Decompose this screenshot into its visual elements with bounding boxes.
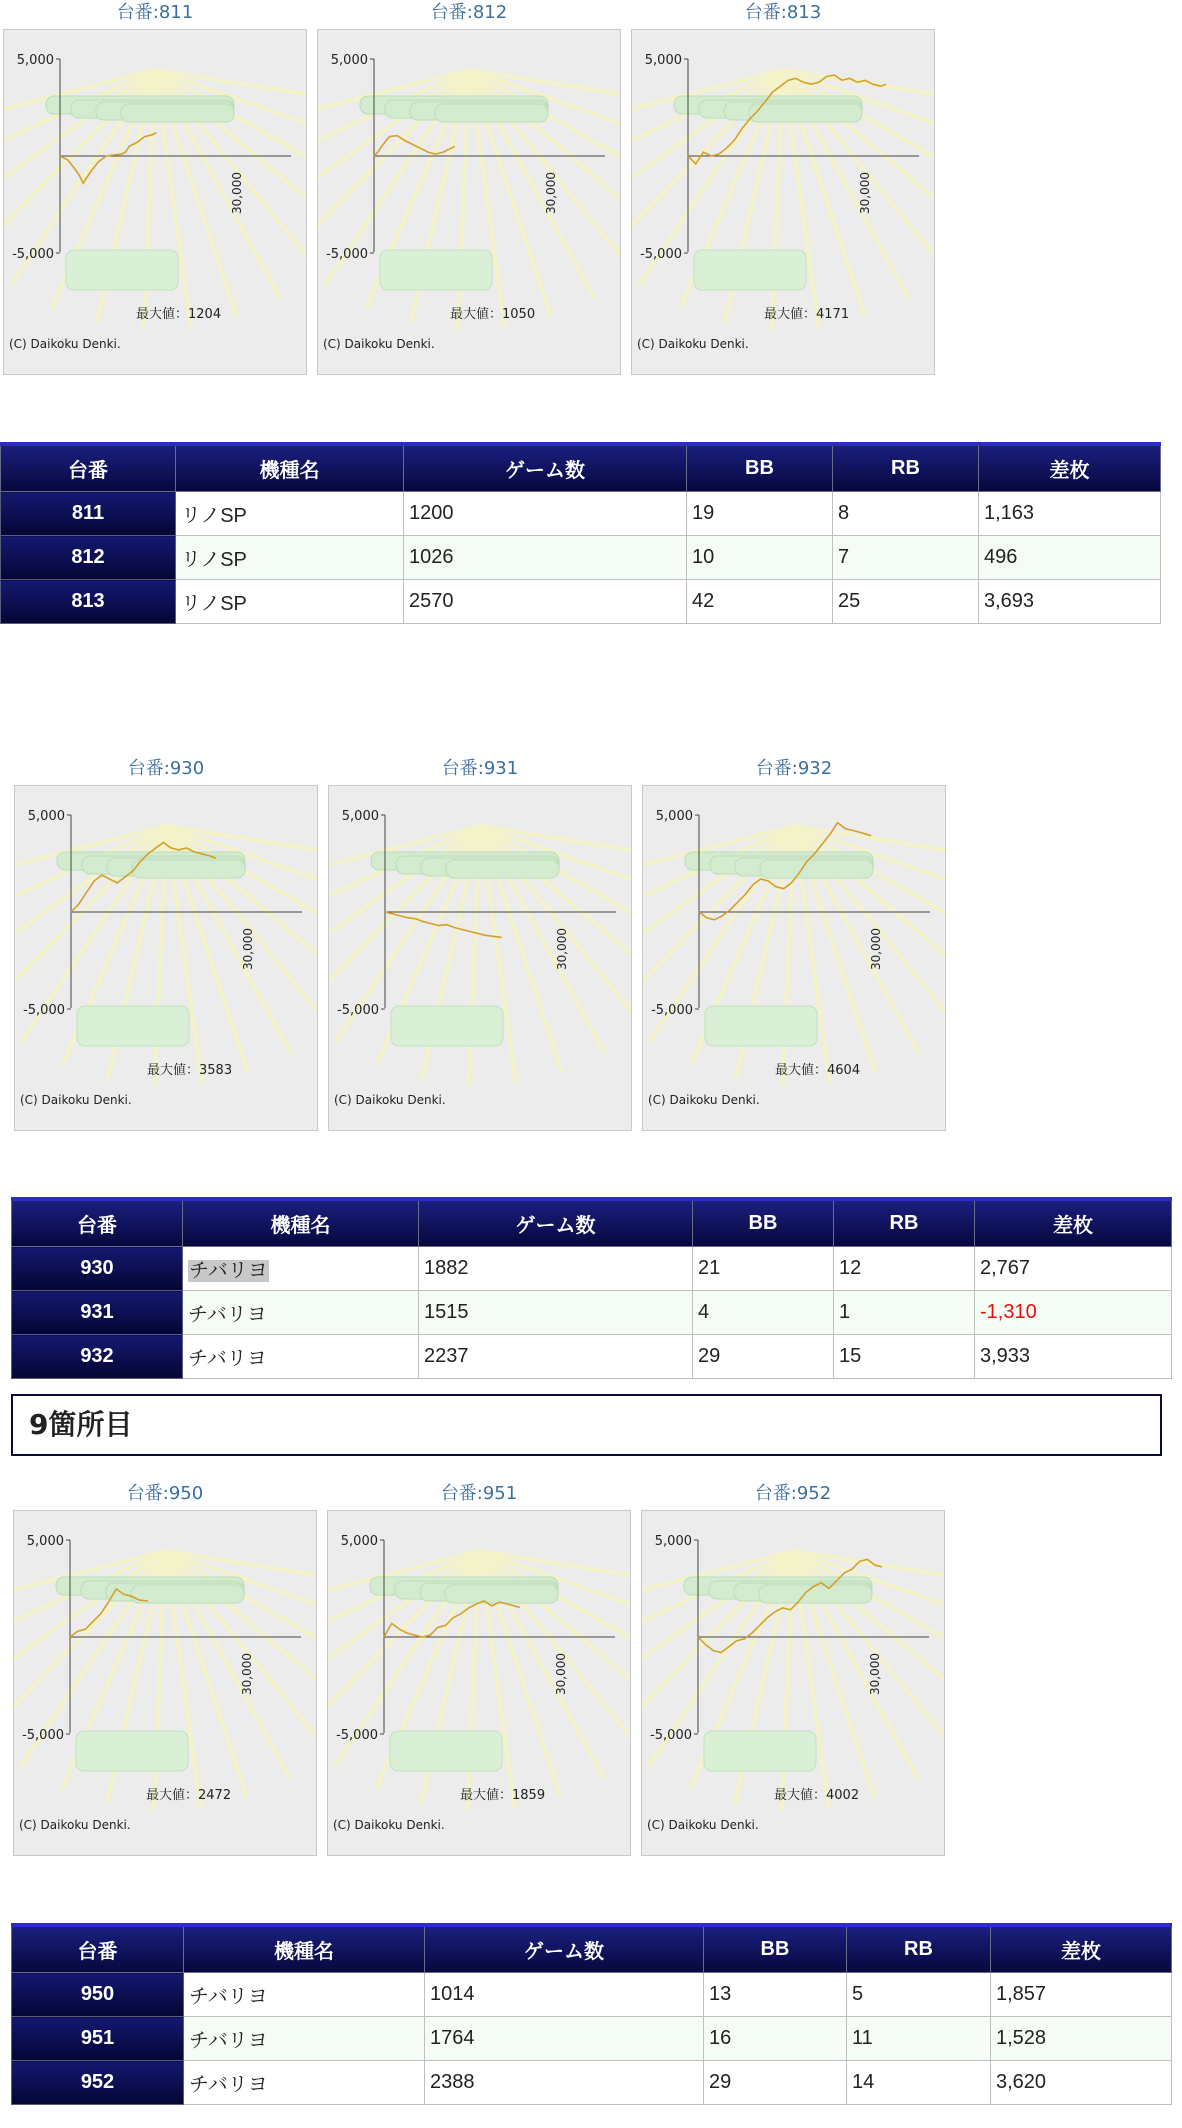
model-name: リノSP <box>176 492 404 536</box>
table-header-row <box>1 444 1161 492</box>
table-row <box>12 2061 1172 2105</box>
model-name: チバリヨ <box>184 2061 425 2105</box>
chart-title[interactable]: 台番:951 <box>440 1483 518 1504</box>
graph-panel <box>3 29 307 375</box>
backdrop-base <box>704 1731 816 1771</box>
coin-diff: 1,857 <box>991 1973 1172 2017</box>
coin-diff: 3,620 <box>991 2061 1172 2105</box>
x-tick-label: 30,000 <box>230 172 244 214</box>
slump-line <box>385 912 502 937</box>
chart-title[interactable]: 台番:930 <box>127 758 205 779</box>
backdrop-base <box>76 1731 188 1771</box>
coin-diff: 2,767 <box>975 1247 1172 1291</box>
model-name[interactable] <box>183 1247 419 1291</box>
x-tick-label: 30,000 <box>555 928 569 970</box>
graph-panel <box>13 1510 317 1856</box>
y-tick-label: -5,000 <box>640 247 682 262</box>
copyright-text: (C) Daikoku Denki. <box>647 1818 759 1832</box>
y-tick-label: -5,000 <box>336 1728 378 1743</box>
y-tick-label: -5,000 <box>12 247 54 262</box>
table-header-row <box>12 1925 1172 1973</box>
max-value-label: 最大値：1859 <box>460 1788 546 1803</box>
y-tick-label: -5,000 <box>651 1003 693 1018</box>
machine-chart-932 <box>642 756 946 1132</box>
backdrop-tray <box>446 860 559 878</box>
copyright-text: (C) Daikoku Denki. <box>334 1093 446 1107</box>
backdrop-base <box>77 1006 189 1046</box>
machine-number: 950 <box>12 1973 184 2017</box>
copyright-text: (C) Daikoku Denki. <box>637 337 749 351</box>
header-rb: RB <box>847 1925 991 1973</box>
x-tick-label: 30,000 <box>240 1653 254 1695</box>
header-num: 台番 <box>12 1199 183 1247</box>
machine-chart-811 <box>3 0 307 376</box>
backdrop-base <box>694 250 806 290</box>
y-tick-label: 5,000 <box>341 809 379 824</box>
game-count: 2237 <box>419 1335 693 1379</box>
coin-diff: -1,310 <box>975 1291 1172 1335</box>
machine-stats-table <box>11 1923 1172 2105</box>
model-name: チバリヨ <box>184 1973 425 2017</box>
y-tick-label: -5,000 <box>337 1003 379 1018</box>
model-name: リノSP <box>176 536 404 580</box>
x-tick-label: 30,000 <box>858 172 872 214</box>
max-value-label: 最大値：4604 <box>775 1063 861 1078</box>
graph-panel <box>328 785 632 1131</box>
machine-number: 952 <box>12 2061 184 2105</box>
chart-title[interactable]: 台番:811 <box>116 2 194 23</box>
backdrop-tray <box>132 860 245 878</box>
graph-panel <box>14 785 318 1131</box>
y-tick-label: -5,000 <box>23 1003 65 1018</box>
chart-title[interactable]: 台番:931 <box>441 758 519 779</box>
backdrop-tray <box>749 104 862 122</box>
y-tick-label: 5,000 <box>26 1534 64 1549</box>
chart-title[interactable]: 台番:812 <box>430 2 508 23</box>
x-tick-label: 30,000 <box>544 172 558 214</box>
machine-number: 931 <box>12 1291 183 1335</box>
rb-count: 11 <box>847 2017 991 2061</box>
table-row <box>12 1247 1172 1291</box>
bb-count: 42 <box>687 580 833 624</box>
header-bb: BB <box>687 444 833 492</box>
header-games: ゲーム数 <box>425 1925 704 1973</box>
table-row <box>12 1973 1172 2017</box>
header-bb: BB <box>693 1199 834 1247</box>
backdrop-base <box>390 1731 502 1771</box>
copyright-text: (C) Daikoku Denki. <box>333 1818 445 1832</box>
machine-chart-950 <box>13 1481 317 1857</box>
model-name: リノSP <box>176 580 404 624</box>
y-tick-label: 5,000 <box>644 53 682 68</box>
table-row <box>1 536 1161 580</box>
machine-chart-952 <box>641 1481 945 1857</box>
machine-number: 932 <box>12 1335 183 1379</box>
y-tick-label: 5,000 <box>330 53 368 68</box>
copyright-text: (C) Daikoku Denki. <box>323 337 435 351</box>
coin-diff: 3,933 <box>975 1335 1172 1379</box>
backdrop-tray <box>445 1585 558 1603</box>
x-tick-label: 30,000 <box>554 1653 568 1695</box>
y-tick-label: 5,000 <box>340 1534 378 1549</box>
backdrop-base <box>380 250 492 290</box>
bb-count: 4 <box>693 1291 834 1335</box>
max-value-label: 最大値：1204 <box>136 307 222 322</box>
backdrop-base <box>66 250 178 290</box>
rb-count: 14 <box>847 2061 991 2105</box>
game-count: 1515 <box>419 1291 693 1335</box>
background-art <box>642 1551 944 1811</box>
max-value-label: 最大値：2472 <box>146 1788 232 1803</box>
header-model: 機種名 <box>176 444 404 492</box>
machine-chart-813 <box>631 0 935 376</box>
rb-count: 25 <box>833 580 979 624</box>
background-art <box>318 70 620 330</box>
machine-stats-table <box>11 1197 1172 1379</box>
backdrop-tray <box>121 104 234 122</box>
max-value-label: 最大値：4002 <box>774 1788 860 1803</box>
table-row <box>12 2017 1172 2061</box>
x-tick-label: 30,000 <box>868 1653 882 1695</box>
x-tick-label: 30,000 <box>869 928 883 970</box>
chart-title[interactable]: 台番:813 <box>744 2 822 23</box>
backdrop-tray <box>760 860 873 878</box>
backdrop-tray <box>435 104 548 122</box>
game-count: 1026 <box>404 536 687 580</box>
coin-diff: 1,163 <box>979 492 1161 536</box>
backdrop-tray <box>759 1585 872 1603</box>
header-rb: RB <box>834 1199 975 1247</box>
copyright-text: (C) Daikoku Denki. <box>20 1093 132 1107</box>
bb-count: 29 <box>704 2061 847 2105</box>
graph-panel <box>641 1510 945 1856</box>
machine-chart-930 <box>14 756 318 1132</box>
chart-title[interactable]: 台番:952 <box>754 1483 832 1504</box>
header-rb: RB <box>833 444 979 492</box>
machine-chart-812 <box>317 0 621 376</box>
section-heading: 9箇所目 <box>11 1394 1162 1456</box>
selected-text: チバリヨ <box>189 1260 268 1282</box>
max-value-label: 最大値：3583 <box>147 1063 233 1078</box>
max-value-label: 最大値：4171 <box>764 307 850 322</box>
header-diff: 差枚 <box>991 1925 1172 1973</box>
header-games: ゲーム数 <box>419 1199 693 1247</box>
y-tick-label: 5,000 <box>655 809 693 824</box>
model-name: チバリヨ <box>184 2017 425 2061</box>
header-games: ゲーム数 <box>404 444 687 492</box>
machine-number: 812 <box>1 536 176 580</box>
table-header-row <box>12 1199 1172 1247</box>
y-tick-label: 5,000 <box>16 53 54 68</box>
game-count: 1764 <box>425 2017 704 2061</box>
background-art <box>328 1551 630 1811</box>
x-tick-label: 30,000 <box>241 928 255 970</box>
header-num: 台番 <box>1 444 176 492</box>
y-tick-label: -5,000 <box>22 1728 64 1743</box>
bb-count: 10 <box>687 536 833 580</box>
header-num: 台番 <box>12 1925 184 1973</box>
bb-count: 16 <box>704 2017 847 2061</box>
y-tick-label: -5,000 <box>326 247 368 262</box>
graph-panel <box>317 29 621 375</box>
header-model: 機種名 <box>184 1925 425 1973</box>
header-diff: 差枚 <box>979 444 1161 492</box>
game-count: 1014 <box>425 1973 704 2017</box>
copyright-text: (C) Daikoku Denki. <box>19 1818 131 1832</box>
background-art <box>4 70 306 330</box>
bb-count: 29 <box>693 1335 834 1379</box>
bb-count: 13 <box>704 1973 847 2017</box>
header-diff: 差枚 <box>975 1199 1172 1247</box>
copyright-text: (C) Daikoku Denki. <box>648 1093 760 1107</box>
rb-count: 8 <box>833 492 979 536</box>
machine-number: 811 <box>1 492 176 536</box>
game-count: 1882 <box>419 1247 693 1291</box>
background-art <box>632 70 934 330</box>
rb-count: 1 <box>834 1291 975 1335</box>
game-count: 2388 <box>425 2061 704 2105</box>
machine-number: 930 <box>12 1247 183 1291</box>
coin-diff: 496 <box>979 536 1161 580</box>
rb-count: 7 <box>833 536 979 580</box>
backdrop-base <box>391 1006 503 1046</box>
model-name: チバリヨ <box>183 1291 419 1335</box>
chart-title[interactable]: 台番:950 <box>126 1483 204 1504</box>
table-row <box>12 1335 1172 1379</box>
header-model: 機種名 <box>183 1199 419 1247</box>
table-row <box>12 1291 1172 1335</box>
background-art <box>329 826 631 1086</box>
background-art <box>14 1551 316 1811</box>
chart-title[interactable]: 台番:932 <box>755 758 833 779</box>
background-art <box>643 826 945 1086</box>
copyright-text: (C) Daikoku Denki. <box>9 337 121 351</box>
header-bb: BB <box>704 1925 847 1973</box>
rb-count: 12 <box>834 1247 975 1291</box>
game-count: 2570 <box>404 580 687 624</box>
model-name: チバリヨ <box>183 1335 419 1379</box>
bb-count: 21 <box>693 1247 834 1291</box>
coin-diff: 3,693 <box>979 580 1161 624</box>
machine-number: 813 <box>1 580 176 624</box>
background-art <box>15 826 317 1086</box>
table-row <box>1 580 1161 624</box>
graph-panel <box>631 29 935 375</box>
bb-count: 19 <box>687 492 833 536</box>
machine-chart-931 <box>328 756 632 1132</box>
rb-count: 5 <box>847 1973 991 2017</box>
max-value-label: 最大値：1050 <box>450 307 536 322</box>
machine-number: 951 <box>12 2017 184 2061</box>
y-tick-label: -5,000 <box>650 1728 692 1743</box>
y-tick-label: 5,000 <box>654 1534 692 1549</box>
table-row <box>1 492 1161 536</box>
machine-chart-951 <box>327 1481 631 1857</box>
graph-panel <box>327 1510 631 1856</box>
machine-stats-table <box>0 442 1161 624</box>
y-tick-label: 5,000 <box>27 809 65 824</box>
game-count: 1200 <box>404 492 687 536</box>
rb-count: 15 <box>834 1335 975 1379</box>
graph-panel <box>642 785 946 1131</box>
backdrop-base <box>705 1006 817 1046</box>
coin-diff: 1,528 <box>991 2017 1172 2061</box>
